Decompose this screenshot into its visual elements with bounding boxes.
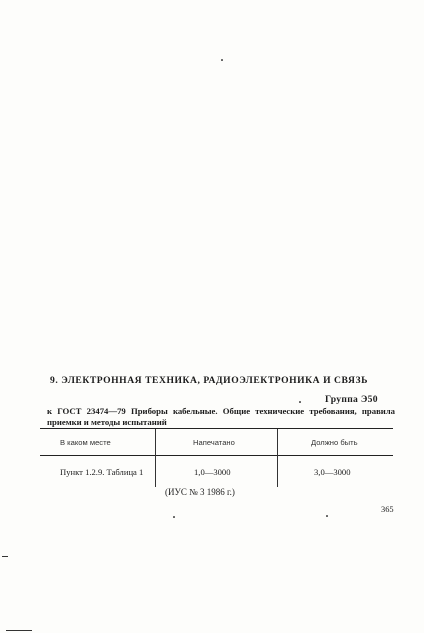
table-cell: 1,0—3000 (194, 467, 231, 477)
section-heading: 9. ЭЛЕКТРОННАЯ ТЕХНИКА, РАДИОЭЛЕКТРОНИКА И СВЯЗЬ (50, 375, 368, 386)
table-cell: Пункт 1.2.9. Таблица 1 (60, 467, 144, 477)
scan-speck (299, 401, 301, 403)
table-column-divider (277, 429, 278, 487)
scan-edge-mark (2, 556, 8, 557)
table-cell: 3,0—3000 (314, 467, 351, 477)
amendment-text: к ГОСТ 23474—79 Приборы кабельные. Общие технические требования, правила приемки и методы испытаний (47, 406, 395, 427)
scan-speck (326, 515, 328, 517)
table-header-cell: Напечатано (193, 438, 235, 447)
scan-speck (221, 59, 223, 61)
table-header-cell: В каком месте (60, 438, 111, 447)
page-number: 365 (381, 505, 394, 514)
table-header-rule (40, 455, 393, 456)
table-top-rule (40, 428, 393, 429)
table-column-divider (155, 429, 156, 487)
scan-edge-mark (6, 630, 32, 631)
scan-speck (173, 516, 175, 518)
group-label: Группа Э50 (325, 394, 378, 405)
table-header-cell: Должно быть (311, 438, 358, 447)
izv-note: (ИУС № 3 1986 г.) (165, 487, 235, 497)
